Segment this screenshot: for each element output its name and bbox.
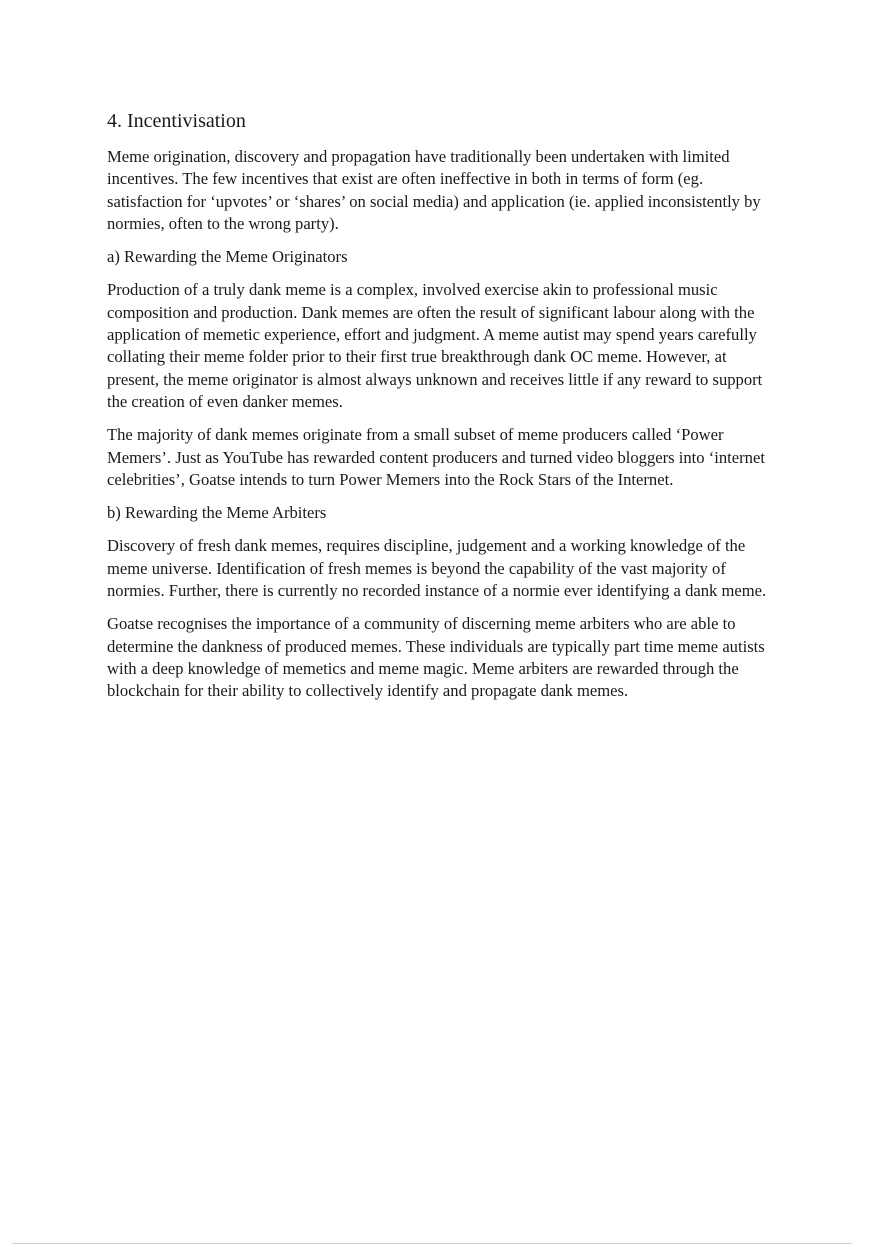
document-page	[107, 108, 777, 714]
page-bottom-divider	[12, 1243, 852, 1244]
intro-paragraph: Meme origination, discovery and propagation have traditionally been undertaken with limited incentives. The few incentives that exist are often ineffective in both in terms of form (eg. satisfaction for ‘upvotes’ or ‘shares’ on social media) and application (ie. applied inconsistently by normies, often to the wrong party).	[107, 147, 761, 233]
section-title: 4. Incentivisation	[107, 110, 246, 132]
subsection-a-title: a) Rewarding the Meme Originators	[107, 247, 348, 267]
subsection-a-paragraph-2: The majority of dank memes originate from a small subset of meme producers called ‘Power Memers’. Just as YouTube has rewarded content producers and turned video bloggers into ‘internet celebrities’, Goatse intends to turn Power Memers into the Rock Stars of the Internet.	[107, 425, 765, 489]
subsection-b-title: b) Rewarding the Meme Arbiters	[107, 503, 327, 523]
subsection-b-paragraph-1: Discovery of fresh dank memes, requires discipline, judgement and a working knowledge of the meme universe. Identification of fresh memes is beyond the capability of the vast majority of normies. Further, there is currently no recorded instance of a normie ever identifying a dank meme.	[107, 536, 767, 601]
subsection-b-paragraph-2: Goatse recognises the importance of a community of discerning meme arbiters who are able to determine the dankness of produced memes. These individuals are typically part time meme autists with a deep knowledge of memetics and meme magic. Meme arbiters are rewarded through the blockchain for their ability to collectively identify and propagate dank memes.	[107, 614, 765, 701]
subsection-a-paragraph-1: Production of a truly dank meme is a complex, involved exercise akin to professional music composition and production. Dank memes are often the result of significant labour along with the application of memetic experience, effort and judgment. A meme autist may spend years carefully collating their meme folder prior to their first true breakthrough dank OC meme. However, at present, the meme originator is almost always unknown and receives little if any reward to support the creation of even danker memes.	[107, 280, 763, 411]
